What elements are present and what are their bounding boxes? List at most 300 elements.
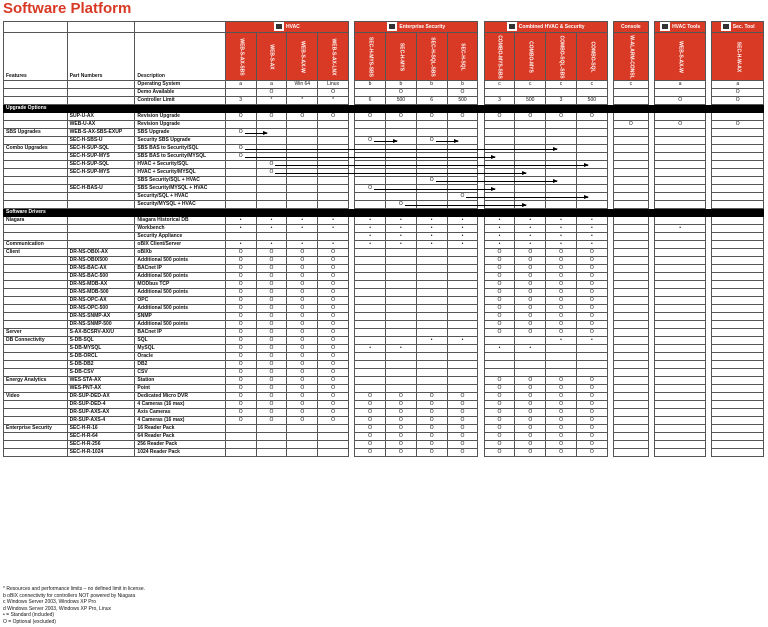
value-cell (318, 433, 349, 441)
value-cell: 6 (355, 97, 386, 105)
feature-cell (4, 441, 68, 449)
value-cell (712, 385, 764, 393)
value-cell (225, 433, 256, 441)
description-cell: 16 Reader Pack (135, 425, 225, 433)
value-cell (225, 201, 256, 209)
value-cell (515, 121, 546, 129)
model-name: COMBO-MYS (527, 40, 534, 73)
value-cell: • (546, 337, 577, 345)
value-cell (318, 193, 349, 201)
description-cell: oBIX Client/Server (135, 241, 225, 249)
value-cell (225, 449, 256, 457)
value-cell: O (546, 433, 577, 441)
value-cell: • (576, 337, 607, 345)
value-cell: O (225, 337, 256, 345)
value-cell (712, 313, 764, 321)
value-cell: O (576, 433, 607, 441)
product-icon (387, 22, 397, 31)
value-cell (355, 305, 386, 313)
value-cell: • (576, 233, 607, 241)
value-cell: O (287, 401, 318, 409)
value-cell (576, 153, 607, 161)
value-cell: • (355, 241, 386, 249)
part-number-cell: DR-NS-OBIX-AX (67, 249, 135, 257)
value-cell (515, 337, 546, 345)
value-cell: O (318, 337, 349, 345)
value-cell (546, 201, 577, 209)
model-name: SEC-H-MYS-SBS (367, 36, 374, 77)
value-cell: O (546, 425, 577, 433)
value-cell: O (576, 257, 607, 265)
value-cell (613, 97, 648, 105)
upgrade-arrow-icon (275, 173, 526, 174)
value-cell (385, 321, 416, 329)
value-cell: O (385, 433, 416, 441)
value-cell: O (447, 89, 478, 97)
value-cell: • (546, 233, 577, 241)
value-cell (613, 273, 648, 281)
value-cell (613, 145, 648, 153)
value-cell: O (318, 273, 349, 281)
value-cell (654, 369, 705, 377)
value-cell: O (318, 321, 349, 329)
value-cell (385, 265, 416, 273)
value-cell (355, 281, 386, 289)
section-fill (654, 209, 705, 217)
model-column-header (355, 33, 386, 81)
value-cell (613, 153, 648, 161)
value-cell: O (515, 377, 546, 385)
part-number-cell: DR-SUP-AXS-4 (67, 417, 135, 425)
feature-cell (4, 273, 68, 281)
value-cell: O (256, 249, 287, 257)
value-cell (385, 329, 416, 337)
table-row (4, 265, 764, 273)
value-cell (654, 337, 705, 345)
value-cell: O (576, 113, 607, 121)
value-cell: O (287, 305, 318, 313)
value-cell: O (515, 289, 546, 297)
value-cell (447, 129, 478, 137)
value-cell: O (515, 249, 546, 257)
value-cell (355, 177, 386, 185)
value-cell: O (484, 329, 515, 337)
table-row (4, 433, 764, 441)
value-cell (613, 281, 648, 289)
value-cell: O (447, 417, 478, 425)
value-cell (613, 329, 648, 337)
value-cell: O (225, 345, 256, 353)
value-cell (318, 137, 349, 145)
value-cell (546, 353, 577, 361)
value-cell: • (515, 225, 546, 233)
value-cell (654, 361, 705, 369)
value-cell: O (515, 305, 546, 313)
model-column-header (576, 33, 607, 81)
value-cell (576, 89, 607, 97)
value-cell: O (576, 329, 607, 337)
value-cell (654, 193, 705, 201)
group-name: Enterprise Security (399, 24, 446, 30)
value-cell: O (355, 433, 386, 441)
value-cell: O (355, 185, 386, 193)
part-number-cell: SEC-H-SUP-MYS (67, 169, 135, 177)
value-cell (654, 345, 705, 353)
model-column-header (712, 33, 764, 81)
part-number-cell: DR-NS-MDB-AX (67, 281, 135, 289)
value-cell: O (355, 417, 386, 425)
value-cell (385, 257, 416, 265)
value-cell: O (712, 121, 764, 129)
value-cell: O (355, 441, 386, 449)
section-fill (654, 105, 705, 113)
value-cell: O (515, 281, 546, 289)
value-cell: • (256, 225, 287, 233)
value-cell: O (256, 393, 287, 401)
value-cell: • (447, 233, 478, 241)
feature-cell (4, 153, 68, 161)
value-cell: O (484, 385, 515, 393)
value-cell: • (484, 225, 515, 233)
value-cell (654, 89, 705, 97)
feature-cell (4, 89, 68, 97)
value-cell: O (318, 297, 349, 305)
feature-cell (4, 289, 68, 297)
value-cell: • (225, 241, 256, 249)
value-cell (256, 177, 287, 185)
value-cell (613, 409, 648, 417)
upgrade-arrow-icon (275, 165, 587, 166)
value-cell (613, 393, 648, 401)
value-cell (225, 425, 256, 433)
table-row (4, 113, 764, 121)
value-cell: O (515, 313, 546, 321)
value-cell (654, 265, 705, 273)
value-cell (546, 369, 577, 377)
value-cell (712, 345, 764, 353)
value-cell (355, 313, 386, 321)
value-cell (576, 353, 607, 361)
section-fill (712, 209, 764, 217)
model-name: SEC-H-MYS (398, 42, 405, 71)
value-cell (712, 377, 764, 385)
value-cell: O (447, 401, 478, 409)
value-cell (712, 217, 764, 225)
group-header-3 (613, 22, 648, 33)
value-cell: O (225, 353, 256, 361)
model-name: COMBO-SQL-SBS (558, 34, 565, 79)
value-cell (287, 233, 318, 241)
value-cell (416, 385, 447, 393)
value-cell: O (484, 321, 515, 329)
value-cell: • (225, 225, 256, 233)
value-cell: • (484, 233, 515, 241)
value-cell: • (484, 345, 515, 353)
model-column-header (546, 33, 577, 81)
description-cell: DB2 (135, 361, 225, 369)
model-column-header (416, 33, 447, 81)
feature-cell (4, 297, 68, 305)
value-cell: * (256, 97, 287, 105)
value-cell: O (318, 353, 349, 361)
value-cell (712, 233, 764, 241)
description-cell: SBS BAS to Security/MYSQL (135, 153, 225, 161)
part-number-cell: DR-NS-BAC-AX (67, 265, 135, 273)
value-cell (385, 361, 416, 369)
value-cell: 3 (546, 97, 577, 105)
section-fill (225, 105, 348, 113)
product-icon (274, 22, 284, 31)
part-number-cell (67, 177, 135, 185)
value-cell (225, 121, 256, 129)
value-cell (654, 441, 705, 449)
part-number-cell: DR-SUP-AXS-AX (67, 409, 135, 417)
value-cell (613, 217, 648, 225)
value-cell (712, 153, 764, 161)
value-cell (355, 297, 386, 305)
value-cell (613, 193, 648, 201)
part-number-cell: DR-NS-SNMP-500 (67, 321, 135, 329)
value-cell: O (256, 369, 287, 377)
part-number-cell (67, 241, 135, 249)
value-cell (654, 321, 705, 329)
part-number-cell (67, 193, 135, 201)
table-row (4, 97, 764, 105)
value-cell (256, 121, 287, 129)
value-cell: 6 (416, 97, 447, 105)
value-cell (385, 313, 416, 321)
value-cell: a (256, 81, 287, 89)
value-cell (385, 377, 416, 385)
value-cell (225, 169, 256, 177)
value-cell: O (416, 401, 447, 409)
value-cell: O (515, 385, 546, 393)
value-cell: O (546, 273, 577, 281)
value-cell: O (515, 417, 546, 425)
table-row (4, 425, 764, 433)
value-cell: O (515, 433, 546, 441)
value-cell (447, 257, 478, 265)
value-cell: b (416, 81, 447, 89)
value-cell: O (287, 297, 318, 305)
part-number-cell: WEB-U-AX (67, 121, 135, 129)
description-cell: SBS Upgrade (135, 129, 225, 137)
table-row (4, 361, 764, 369)
value-cell (613, 129, 648, 137)
value-cell: O (576, 393, 607, 401)
value-cell (225, 89, 256, 97)
feature-cell (4, 81, 68, 89)
value-cell (484, 121, 515, 129)
table-row (4, 345, 764, 353)
blank-header (4, 22, 68, 33)
value-cell (416, 89, 447, 97)
value-cell (287, 193, 318, 201)
value-cell: O (515, 273, 546, 281)
value-cell: O (225, 249, 256, 257)
value-cell (613, 241, 648, 249)
value-cell: O (256, 257, 287, 265)
value-cell (654, 425, 705, 433)
value-cell: O (546, 281, 577, 289)
value-cell: O (225, 305, 256, 313)
feature-cell: Energy Analytics (4, 377, 68, 385)
value-cell (546, 137, 577, 145)
value-cell (654, 329, 705, 337)
value-cell (225, 441, 256, 449)
value-cell (712, 129, 764, 137)
value-cell (712, 201, 764, 209)
value-cell: 500 (576, 97, 607, 105)
value-cell: O (484, 273, 515, 281)
value-cell (712, 433, 764, 441)
footnote: d Windows Server 2003, Windows XP Pro, Linux (3, 605, 112, 612)
section-title: Software Drivers (4, 209, 226, 217)
section-fill (613, 209, 648, 217)
value-cell (355, 273, 386, 281)
model-name: W-ALARM-CONSL (628, 34, 635, 79)
table-row (4, 233, 764, 241)
table-row (4, 409, 764, 417)
value-cell: • (654, 225, 705, 233)
value-cell: O (318, 409, 349, 417)
value-cell: O (225, 361, 256, 369)
value-cell: c (484, 81, 515, 89)
value-cell: O (416, 137, 447, 145)
value-cell (385, 297, 416, 305)
description-cell: Station (135, 377, 225, 385)
value-cell (416, 193, 447, 201)
model-column-header (318, 33, 349, 81)
value-cell (613, 305, 648, 313)
table-row (4, 177, 764, 185)
value-cell: O (318, 89, 349, 97)
model-name: COMBO-SQL (589, 40, 596, 73)
value-cell (515, 369, 546, 377)
value-cell: a (654, 81, 705, 89)
feature-cell (4, 121, 68, 129)
description-cell: Controller Limit (135, 97, 225, 105)
value-cell: O (287, 113, 318, 121)
value-cell: O (576, 305, 607, 313)
value-cell: O (287, 417, 318, 425)
feature-cell (4, 281, 68, 289)
description-cell: SQL (135, 337, 225, 345)
value-cell (712, 257, 764, 265)
description-cell: Additional 500 points (135, 273, 225, 281)
value-cell: O (355, 137, 386, 145)
value-cell: O (225, 329, 256, 337)
value-cell: O (355, 409, 386, 417)
value-cell (712, 449, 764, 457)
description-cell: BACnet IP (135, 265, 225, 273)
value-cell: O (546, 449, 577, 457)
value-cell (447, 361, 478, 369)
value-cell: 500 (385, 97, 416, 105)
value-cell (712, 321, 764, 329)
table-row (4, 257, 764, 265)
value-cell: 500 (447, 97, 478, 105)
upgrade-arrow-icon (436, 181, 557, 182)
value-cell: O (256, 273, 287, 281)
value-cell (318, 201, 349, 209)
section-title: Upgrade Options (4, 105, 226, 113)
value-cell: O (546, 385, 577, 393)
value-cell: O (416, 441, 447, 449)
value-cell (385, 273, 416, 281)
value-cell: O (225, 289, 256, 297)
value-cell (576, 185, 607, 193)
value-cell (385, 193, 416, 201)
value-cell (613, 377, 648, 385)
value-cell (712, 337, 764, 345)
value-cell: Linux (318, 81, 349, 89)
part-number-cell: S-DB-MYSQL (67, 345, 135, 353)
value-cell: O (416, 417, 447, 425)
value-cell: • (515, 345, 546, 353)
description-cell: Additional 500 points (135, 321, 225, 329)
value-cell (576, 129, 607, 137)
value-cell: a (225, 81, 256, 89)
value-cell: O (256, 313, 287, 321)
model-column-header (484, 33, 515, 81)
value-cell: O (385, 401, 416, 409)
upgrade-arrow-icon (374, 189, 495, 190)
value-cell (287, 137, 318, 145)
value-cell (712, 369, 764, 377)
value-cell: O (447, 193, 478, 201)
feature-cell (4, 401, 68, 409)
value-cell (318, 129, 349, 137)
footnote: * Resources and performance limits – no defined limit in license. (3, 586, 146, 592)
value-cell: O (225, 313, 256, 321)
value-cell (256, 137, 287, 145)
value-cell: • (416, 241, 447, 249)
value-cell (416, 305, 447, 313)
description-cell: 256 Reader Pack (135, 441, 225, 449)
footnote: c Windows Server 2003, Windows XP Pro (3, 599, 97, 605)
group-header-1 (355, 22, 478, 33)
value-cell (654, 409, 705, 417)
value-cell (385, 177, 416, 185)
value-cell (712, 185, 764, 193)
value-cell: O (225, 129, 256, 137)
feature-cell (4, 161, 68, 169)
value-cell (654, 305, 705, 313)
group-header-2 (484, 22, 607, 33)
table-row (4, 273, 764, 281)
section-header-row (4, 209, 764, 217)
feature-cell (4, 177, 68, 185)
value-cell: O (546, 401, 577, 409)
value-cell (256, 201, 287, 209)
value-cell: O (318, 329, 349, 337)
value-cell: O (546, 257, 577, 265)
value-cell: O (256, 297, 287, 305)
value-cell: O (225, 377, 256, 385)
value-cell (416, 369, 447, 377)
part-number-cell: SEC-H-BAS-U (67, 185, 135, 193)
value-cell (355, 193, 386, 201)
value-cell: O (318, 377, 349, 385)
description-cell: 64 Reader Pack (135, 433, 225, 441)
value-cell: O (385, 393, 416, 401)
value-cell: O (385, 201, 416, 209)
part-number-cell (67, 225, 135, 233)
value-cell (447, 289, 478, 297)
value-cell: O (546, 329, 577, 337)
value-cell (613, 417, 648, 425)
